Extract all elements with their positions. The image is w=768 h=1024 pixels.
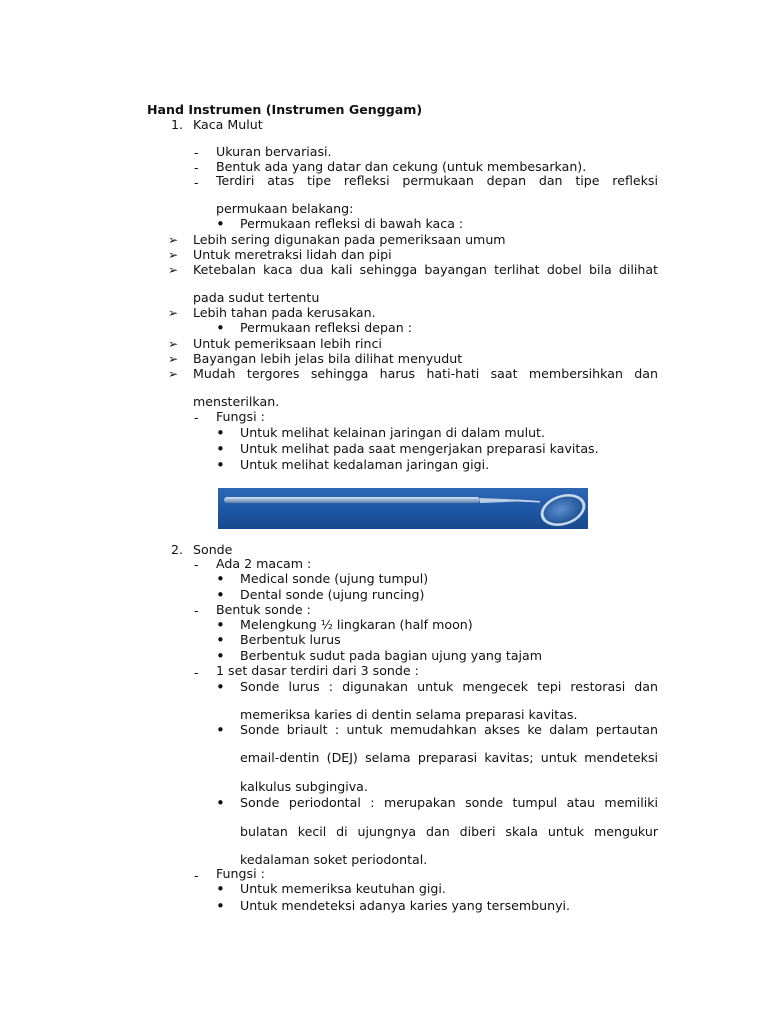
kaca-dash-3: Terdiri atas tipe refleksi permukaan depan dan tipe refleksi (216, 173, 658, 188)
set-item-3: Sonde periodontal : merupakan sonde tumpul atau memiliki (240, 795, 658, 810)
kaca-fungsi-label: Fungsi : (216, 409, 265, 424)
macam-item-1: Medical sonde (ujung tumpul) (240, 571, 429, 586)
depan-item-3-cont: mensterilkan. (193, 394, 280, 409)
depan-item-2: Bayangan lebih jelas bila dilihat menyudut (193, 351, 463, 366)
set-item-2: Sonde briault : untuk memudahkan akses ke dalam pertautan (240, 722, 658, 737)
dash-marker: - (194, 160, 199, 175)
kaca-dash-1: Ukuran bervariasi. (216, 144, 332, 159)
section-1-number: 1. (171, 117, 184, 132)
arrow-icon: ➢ (168, 233, 179, 247)
dash-marker: - (194, 145, 199, 160)
kaca-dash-3-cont: permukaan belakang: (216, 201, 354, 216)
mouth-mirror-image (218, 488, 588, 529)
arrow-icon: ➢ (168, 263, 179, 277)
set-item-1-cont: memeriksa karies di dentin selama preparasi kavitas. (240, 707, 578, 722)
kaca-fungsi-1: Untuk melihat kelainan jaringan di dalam mulut. (240, 425, 545, 440)
macam-label: Ada 2 macam : (216, 556, 312, 571)
section-2-heading: Sonde (193, 542, 233, 557)
bullet-icon: • (216, 794, 225, 812)
bentuk-item-2: Berbentuk lurus (240, 632, 341, 647)
bentuk-label: Bentuk sonde : (216, 602, 311, 617)
set-item-3-cont2: kedalaman soket periodontal. (240, 852, 428, 867)
bullet-icon: • (216, 880, 225, 898)
belakang-item-3-cont: pada sudut tertentu (193, 290, 320, 305)
arrow-icon: ➢ (168, 306, 179, 320)
dash-marker: - (194, 557, 199, 572)
bullet-icon: • (216, 721, 225, 739)
depan-label: Permukaan refleksi depan : (240, 320, 412, 335)
set-item-2-cont2: kalkulus subgingiva. (240, 779, 368, 794)
dash-marker: - (194, 175, 199, 190)
bentuk-item-1: Melengkung ½ lingkaran (half moon) (240, 617, 473, 632)
kaca-dash-2: Bentuk ada yang datar dan cekung (untuk membesarkan). (216, 159, 587, 174)
kaca-fungsi-3: Untuk melihat kedalaman jaringan gigi. (240, 457, 490, 472)
dash-marker: - (194, 603, 199, 618)
belakang-item-1: Lebih sering digunakan pada pemeriksaan umum (193, 232, 506, 247)
dash-marker: - (194, 410, 199, 425)
set-item-2-cont: email-dentin (DEJ) selama preparasi kavitas; untuk mendeteksi (240, 750, 658, 765)
belakang-label: Permukaan refleksi di bawah kaca : (240, 216, 464, 231)
sonde-fungsi-1: Untuk memeriksa keutuhan gigi. (240, 881, 446, 896)
bullet-icon: • (216, 616, 225, 634)
bullet-icon: • (216, 319, 225, 337)
section-1-heading: Kaca Mulut (193, 117, 263, 132)
belakang-item-4: Lebih tahan pada kerusakan. (193, 305, 376, 320)
arrow-icon: ➢ (168, 337, 179, 351)
bullet-icon: • (216, 631, 225, 649)
bentuk-item-3: Berbentuk sudut pada bagian ujung yang tajam (240, 648, 543, 663)
belakang-item-3: Ketebalan kaca dua kali sehingga bayangan terlihat dobel bila dilihat (193, 262, 658, 277)
document-title: Hand Instrumen (Instrumen Genggam) (147, 102, 423, 117)
depan-item-3: Mudah tergores sehingga harus hati-hati saat membersihkan dan (193, 366, 658, 381)
arrow-icon: ➢ (168, 352, 179, 366)
depan-item-1: Untuk pemeriksaan lebih rinci (193, 336, 382, 351)
macam-item-2: Dental sonde (ujung runcing) (240, 587, 425, 602)
bullet-icon: • (216, 440, 225, 458)
bullet-icon: • (216, 897, 225, 915)
bullet-icon: • (216, 456, 225, 474)
bullet-icon: • (216, 570, 225, 588)
belakang-item-2: Untuk meretraksi lidah dan pipi (193, 247, 392, 262)
arrow-icon: ➢ (168, 367, 179, 381)
set-label: 1 set dasar terdiri dari 3 sonde : (216, 663, 419, 678)
set-item-1: Sonde lurus : digunakan untuk mengecek tepi restorasi dan (240, 679, 658, 694)
section-2-number: 2. (171, 542, 184, 557)
bullet-icon: • (216, 647, 225, 665)
dash-marker: - (194, 868, 199, 883)
sonde-fungsi-2: Untuk mendeteksi adanya karies yang tersembunyi. (240, 898, 571, 913)
dash-marker: - (194, 665, 199, 680)
bullet-icon: • (216, 215, 225, 233)
arrow-icon: ➢ (168, 248, 179, 262)
bullet-icon: • (216, 586, 225, 604)
bullet-icon: • (216, 424, 225, 442)
sonde-fungsi-label: Fungsi : (216, 866, 265, 881)
kaca-fungsi-2: Untuk melihat pada saat mengerjakan preparasi kavitas. (240, 441, 599, 456)
set-item-3-cont: bulatan kecil di ujungnya dan diberi skala untuk mengukur (240, 824, 658, 839)
bullet-icon: • (216, 678, 225, 696)
